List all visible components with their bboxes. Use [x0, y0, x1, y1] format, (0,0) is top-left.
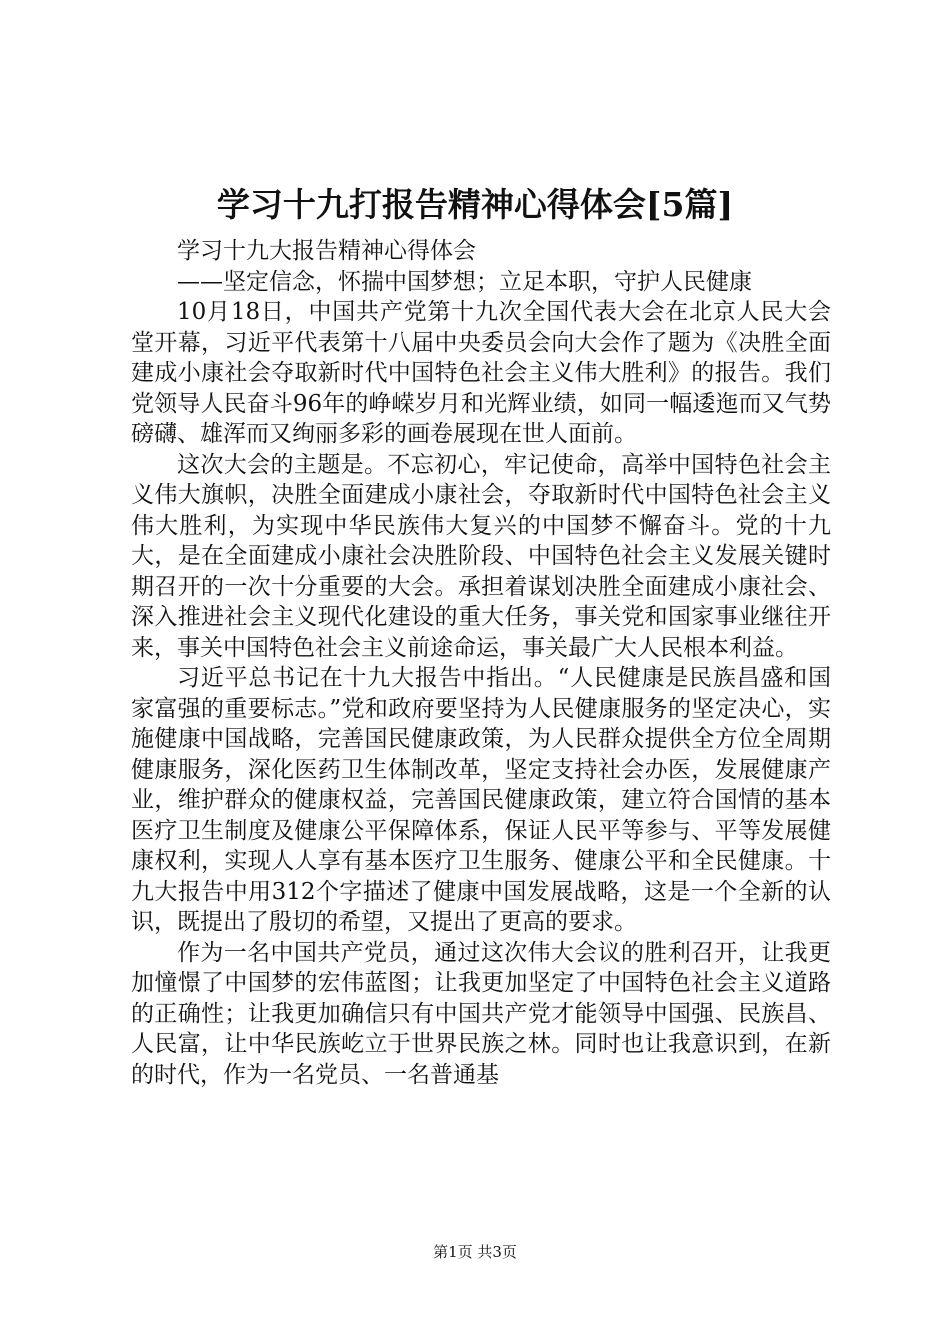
- paragraph-1: 10月18日，中国共产党第十九次全国代表大会在北京人民大会堂开幕，习近平代表第十八届中央委员会向大会作了题为《决胜全面建成小康社会夺取新时代中国特色社会主义伟大胜利》的报告。我们党领导人民奋斗96年的峥嵘岁月和光辉业绩，如同一幅逶迤而又气势磅礴、雄浑而又绚丽多彩的画卷展现在世人面前。: [131, 299, 831, 447]
- document-title: 学习十九打报告精神心得体会[5篇]: [216, 185, 734, 224]
- document-body: [131, 236, 831, 1090]
- paragraph-2: 这次大会的主题是。不忘初心，牢记使命，高举中国特色社会主义伟大旗帜，决胜全面建成小康社会，夺取新时代中国特色社会主义伟大胜利，为实现中华民族伟大复兴的中国梦不懈奋斗。党的十九大，是在全面建成小康社会决胜阶段、中国特色社会主义发展关键时期召开的一次十分重要的大会。承担着谋划决胜全面建成小康社会、深入推进社会主义现代化建设的重大任务，事关党和国家事业继往开来，事关中国特色社会主义前途命运，事关最广大人民根本利益。: [131, 451, 831, 661]
- page-footer: 第1页 共3页: [433, 1243, 517, 1261]
- document-subtitle: 学习十九大报告精神心得体会: [177, 238, 476, 264]
- paragraph-3: 习近平总书记在十九大报告中指出。“人民健康是民族昌盛和国家富强的重要标志。”党和政府要坚持为人民健康服务的坚定决心，实施健康中国战略，完善国民健康政策，为人民群众提供全方位全周期健康服务，深化医药卫生体制改革，坚定支持社会办医，发展健康产业，维护群众的健康权益，完善国民健康政策，建立符合国情的基本医疗卫生制度及健康公平保障体系，保证人民平等参与、平等发展健康权利，实现人人享有基本医疗卫生服务、健康公平和全民健康。十九大报告中用312个字描述了健康中国发展战略，这是一个全新的认识，既提出了殷切的希望，又提出了更高的要求。: [131, 665, 831, 935]
- document-tagline: ——坚定信念，怀揣中国梦想；立足本职，守护人民健康: [177, 268, 752, 295]
- paragraph-4: 作为一名中国共产党员，通过这次伟大会议的胜利召开，让我更加憧憬了中国梦的宏伟蓝图；让我更加坚定了中国特色社会主义道路的正确性；让我更加确信只有中国共产党才能领导中国强、民族昌、人民富，让中华民族屹立于世界民族之林。同时也让我意识到，在新的时代，作为一名党员、一名普通基: [131, 939, 831, 1088]
